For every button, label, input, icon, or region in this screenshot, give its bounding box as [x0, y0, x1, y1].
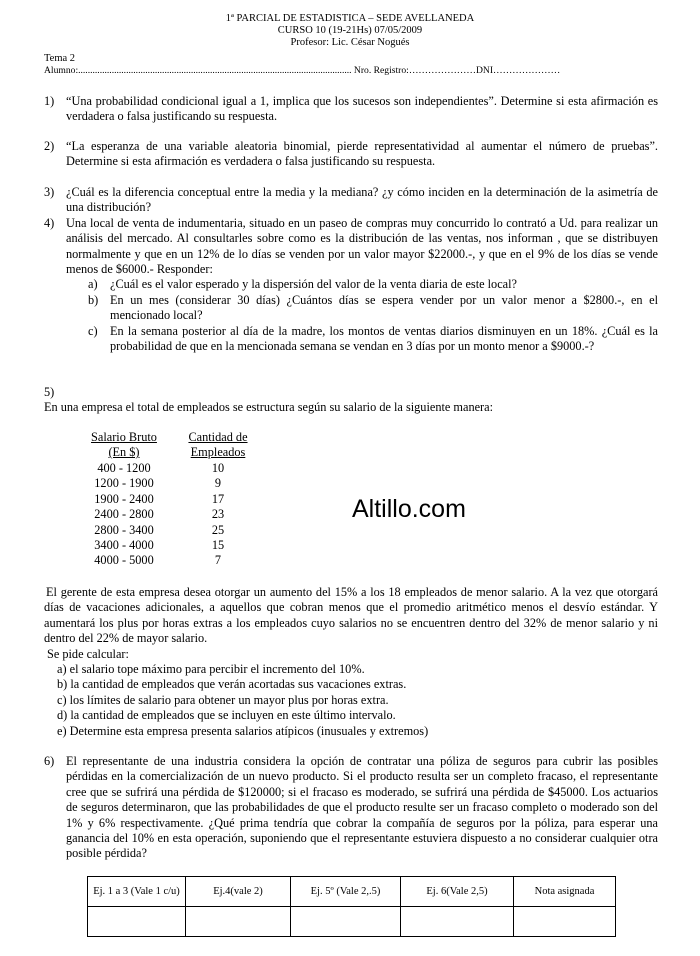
question-number: 4) — [44, 216, 55, 230]
item-label: a) — [88, 277, 98, 291]
grading-header-row — [88, 877, 616, 907]
list-item: d) la cantidad de empleados que se incluyen en este último intervalo. — [57, 708, 396, 723]
theme-label: Tema 2 — [44, 53, 76, 64]
question-5-items — [57, 662, 428, 739]
question-4 — [44, 216, 658, 278]
watermark-text: Altillo.com — [352, 495, 466, 523]
table-row — [84, 492, 274, 507]
question-number: 3) — [44, 185, 55, 199]
question-text: El representante de una industria considera la opción de contratar una póliza de seguros para cubrir las posibles pérdidas en la comercialización de un nuevo producto. Si el producto resulta ser un completo fracaso, el representante cree que se sufrirá una pérdida de $120000; si el fracaso es moderado, se sufrirá una pérdida de $45000. Los actuarios de seguros determinaron, que las probabilidades de que el producto resulte ser un fracaso completo o moderado son del 1% y 6% respectivamente. ¿Qué prima tendría que cobrar la compañía de seguros por la póliza, para esperar una ganancia del 10% en esta operación, suponiendo que el representante estuviera dispuesto a no considerar cualquier otra posible pérdida? — [66, 754, 658, 861]
salary-range-cell: 1200 - 1900 — [94, 476, 154, 491]
question-3 — [44, 185, 658, 216]
score-cell-final[interactable] — [514, 907, 616, 937]
table-row — [84, 476, 274, 491]
question-1 — [44, 94, 658, 125]
header-count-b: Empleados — [190, 445, 246, 459]
employee-count-cell: 23 — [211, 507, 225, 522]
grade-col-ex1-3: Ej. 1 a 3 (Vale 1 c/u) — [88, 877, 186, 907]
table-row — [84, 507, 274, 522]
professor-line: Profesor: Lic. César Nogués — [290, 37, 410, 48]
student-line: Alumno:.................................................................................................................. Nro. Registro:…………………DNI………………… — [44, 65, 561, 76]
employee-count-cell: 15 — [211, 537, 225, 552]
salary-range-cell: 3400 - 4000 — [94, 537, 154, 552]
question-text: “La esperanza de una variable aleatoria binomial, pierde representatividad al aumentar el número de pruebas”. Determine si esta afirmación es verdadera o falsa justificando su respuesta. — [66, 139, 658, 169]
table-row — [84, 553, 274, 568]
grade-col-ex6: Ej. 6(Vale 2,5) — [401, 877, 514, 907]
list-item: e) Determine esta empresa presenta salarios atípicos (inusuales y extremos) — [57, 723, 429, 738]
question-text: Una local de venta de indumentaria, situado en un paseo de compras muy concurrido lo contrató a Ud. para realizar un análisis del mercado. Al consultarles sobre como es la distribución de las ventas, nos informan , que se distribuyen normalmente y que en un 12% de lo días se venden por un valor mayor $22000.-, y que en el 9% de los días se vende menos de $6000.- Responder: — [66, 216, 658, 277]
question-text: “Una probabilidad condicional igual a 1, implica que los sucesos son independientes”. Determine si esta afirmación es verdadera o falsa justificando su respuesta. — [66, 94, 658, 124]
employee-count-cell: 9 — [214, 476, 222, 491]
grade-col-ex5: Ej. 5º (Vale 2,.5) — [291, 877, 401, 907]
grading-score-row — [88, 907, 616, 937]
salary-table — [84, 430, 274, 569]
question-6 — [44, 754, 658, 862]
question-number: 2) — [44, 139, 55, 153]
score-cell-ex4[interactable] — [186, 907, 291, 937]
table-row — [84, 523, 274, 538]
salary-table-header — [84, 430, 274, 461]
question-text: ¿Cuál es la diferencia conceptual entre la media y la mediana? ¿y cómo inciden en la determinación de la asimetría de una distribución? — [66, 185, 658, 215]
table-row — [84, 461, 274, 476]
grading-table — [87, 876, 616, 937]
grade-col-ex4: Ej.4(vale 2) — [186, 877, 291, 907]
salary-range-cell: 2400 - 2800 — [94, 507, 154, 522]
question-2 — [44, 139, 658, 170]
course-line: CURSO 10 (19-21Hs) 07/05/2009 — [277, 25, 423, 36]
salary-range-cell: 400 - 1200 — [97, 461, 151, 475]
header-count: Cantidad de — [188, 430, 248, 444]
question-number: 6) — [44, 754, 55, 768]
employee-count-cell: 25 — [211, 522, 225, 537]
item-text: En la semana posterior al día de la madre, los montos de ventas diarios disminuyen en un 18%. ¿Cuál es la probabilidad de que en la mencionada semana se vendan en 3 días por un monto menor a $9000.-? — [110, 324, 658, 354]
question-5-ask: Se pide calcular: — [47, 647, 129, 661]
item-label: b) — [88, 293, 99, 307]
employee-count-cell: 7 — [214, 553, 222, 568]
list-item: a) el salario tope máximo para percibir el incremento del 10%. — [57, 662, 365, 676]
table-row — [84, 538, 274, 553]
item-text: ¿Cuál es el valor esperado y la dispersión del valor de la venta diaria de este local? — [110, 277, 517, 291]
question-number: 1) — [44, 94, 55, 108]
employee-count-cell: 17 — [211, 491, 225, 506]
question-4a — [88, 277, 658, 292]
item-text: En un mes (considerar 30 días) ¿Cuántos días se espera vender por un valor menor a $2800.-, en el mencionado local? — [110, 293, 658, 323]
salary-table-body — [84, 461, 274, 569]
exam-title: 1ª PARCIAL DE ESTADISTICA – SEDE AVELLANEDA — [225, 13, 475, 24]
score-cell-ex5[interactable] — [291, 907, 401, 937]
header-salary-unit: (En $) — [108, 445, 140, 459]
employee-count-cell: 10 — [211, 461, 225, 475]
salary-range-cell: 4000 - 5000 — [94, 553, 154, 568]
question-5-intro: En una empresa el total de empleados se estructura según su salario de la siguiente manera: — [44, 400, 494, 414]
question-4b — [88, 293, 658, 324]
salary-range-cell: 2800 - 3400 — [94, 522, 154, 537]
list-item: c) los límites de salario para obtener un mayor plus por horas extra. — [57, 692, 389, 707]
score-cell-ex1-3[interactable] — [88, 907, 186, 937]
salary-range-cell: 1900 - 2400 — [94, 491, 154, 506]
header-salary: Salario Bruto — [91, 430, 157, 444]
question-5-number: 5) — [44, 385, 55, 399]
question-5-paragraph: El gerente de esta empresa desea otorgar un aumento del 15% a los 18 empleados de menor salario. A la vez que otorgará días de vacaciones adicionales, a aquellos que cobran menos que el promedio aritmético menos el desvío estándar. Y aumentará los plus por horas extras a los empleados cuyo salarios no se encuentren dentro del 32% de menor salario y ni dentro del 22% de mayor salario. — [44, 585, 658, 646]
grade-col-final: Nota asignada — [514, 877, 616, 907]
list-item: b) la cantidad de empleados que verán acortadas sus vacaciones extras. — [57, 677, 407, 692]
question-4c — [88, 324, 658, 355]
item-label: c) — [88, 324, 98, 338]
score-cell-ex6[interactable] — [401, 907, 514, 937]
